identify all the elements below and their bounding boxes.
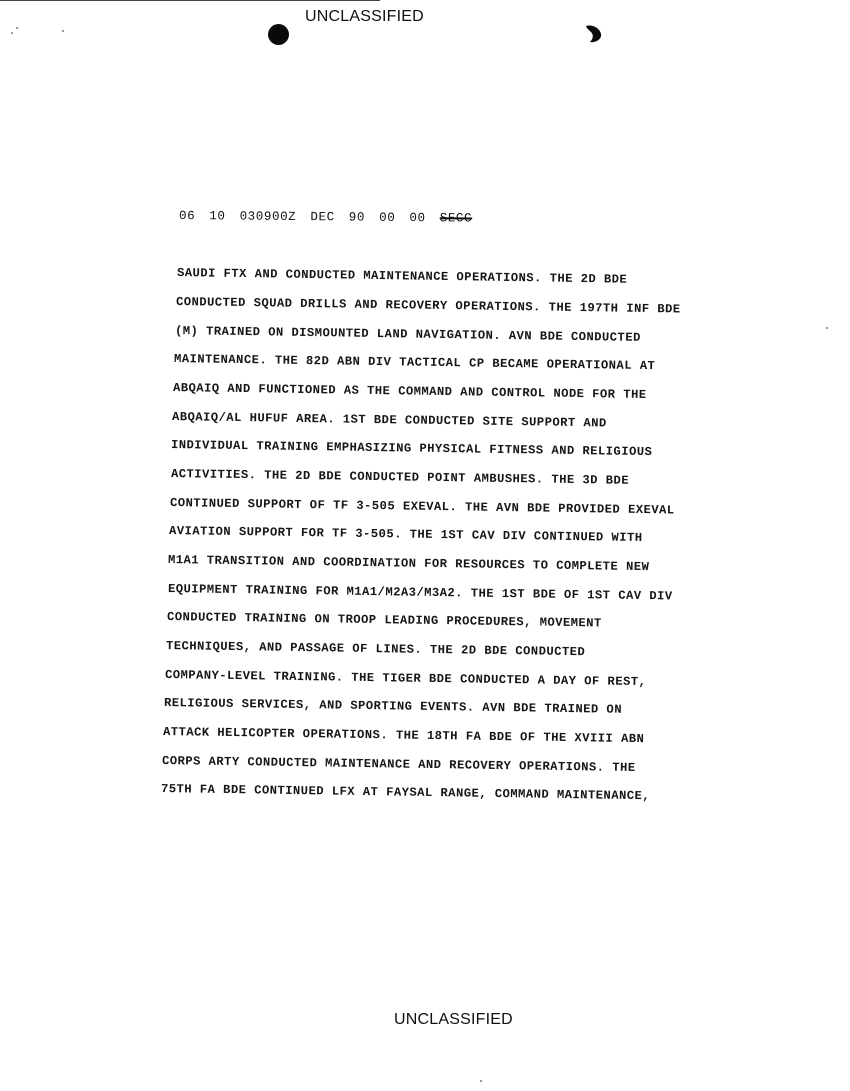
body-text-line: ATTACK HELICOPTER OPERATIONS. THE 18TH FA BDE OF THE XVIII ABN bbox=[162, 725, 645, 747]
punch-hole-right bbox=[582, 22, 604, 44]
body-text-line: CONDUCTED TRAINING ON TROOP LEADING PROCEDURES, MOVEMENT bbox=[166, 610, 602, 631]
body-text-line: ABQAIQ AND FUNCTIONED AS THE COMMAND AND CONTROL NODE FOR THE bbox=[172, 381, 647, 403]
body-text-line: INDIVIDUAL TRAINING EMPHASIZING PHYSICAL FITNESS AND RELIGIOUS bbox=[170, 438, 653, 460]
scan-speck bbox=[16, 27, 18, 29]
date-time-group bbox=[179, 209, 472, 226]
punch-hole-left bbox=[268, 24, 289, 45]
body-text-line: SAUDI FTX AND CONDUCTED MAINTENANCE OPERATIONS. THE 2D BDE bbox=[176, 266, 628, 287]
body-text-line: ABQAIQ/AL HUFUF AREA. 1ST BDE CONDUCTED SITE SUPPORT AND bbox=[171, 410, 607, 431]
body-text-line: CONDUCTED SQUAD DRILLS AND RECOVERY OPERATIONS. THE 197TH INF BDE bbox=[175, 295, 681, 317]
body-text-line: M1A1 TRANSITION AND COORDINATION FOR RESOURCES TO COMPLETE NEW bbox=[167, 553, 650, 575]
struck-classification: SECC bbox=[439, 211, 473, 226]
body-text-line: CORPS ARTY CONDUCTED MAINTENANCE AND RECOVERY OPERATIONS. THE bbox=[161, 754, 636, 776]
classification-marking-bottom: UNCLASSIFIED bbox=[394, 1011, 513, 1028]
scan-speck bbox=[62, 30, 64, 32]
dtg-text: 06 10 030900Z DEC 90 00 00 bbox=[178, 209, 426, 226]
classification-marking-top: UNCLASSIFIED bbox=[305, 8, 424, 25]
scan-speck bbox=[480, 1080, 482, 1082]
body-text-line: RELIGIOUS SERVICES, AND SPORTING EVENTS. AVN BDE TRAINED ON bbox=[163, 696, 623, 717]
body-text-line: MAINTENANCE. THE 82D ABN DIV TACTICAL CP BECAME OPERATIONAL AT bbox=[173, 352, 656, 374]
body-text-line: AVIATION SUPPORT FOR TF 3-505. THE 1ST CAV DIV CONTINUED WITH bbox=[168, 524, 643, 546]
scan-edge-rule bbox=[0, 0, 380, 1]
scan-speck bbox=[826, 327, 828, 329]
scan-speck bbox=[11, 32, 13, 34]
body-text-line: EQUIPMENT TRAINING FOR M1A1/M2A3/M3A2. THE 1ST BDE OF 1ST CAV DIV bbox=[167, 582, 673, 604]
body-text-line: COMPANY-LEVEL TRAINING. THE TIGER BDE CONDUCTED A DAY OF REST, bbox=[164, 668, 647, 690]
body-text-line: CONTINUED SUPPORT OF TF 3-505 EXEVAL. THE AVN BDE PROVIDED EXEVAL bbox=[169, 496, 675, 518]
body-text-line: TECHNIQUES, AND PASSAGE OF LINES. THE 2D BDE CONDUCTED bbox=[165, 639, 586, 660]
body-text-line: (M) TRAINED ON DISMOUNTED LAND NAVIGATION. AVN BDE CONDUCTED bbox=[174, 324, 641, 345]
body-text-line: 75TH FA BDE CONTINUED LFX AT FAYSAL RANGE, COMMAND MAINTENANCE, bbox=[160, 782, 651, 804]
body-text-line: ACTIVITIES. THE 2D BDE CONDUCTED POINT AMBUSHES. THE 3D BDE bbox=[170, 467, 630, 488]
